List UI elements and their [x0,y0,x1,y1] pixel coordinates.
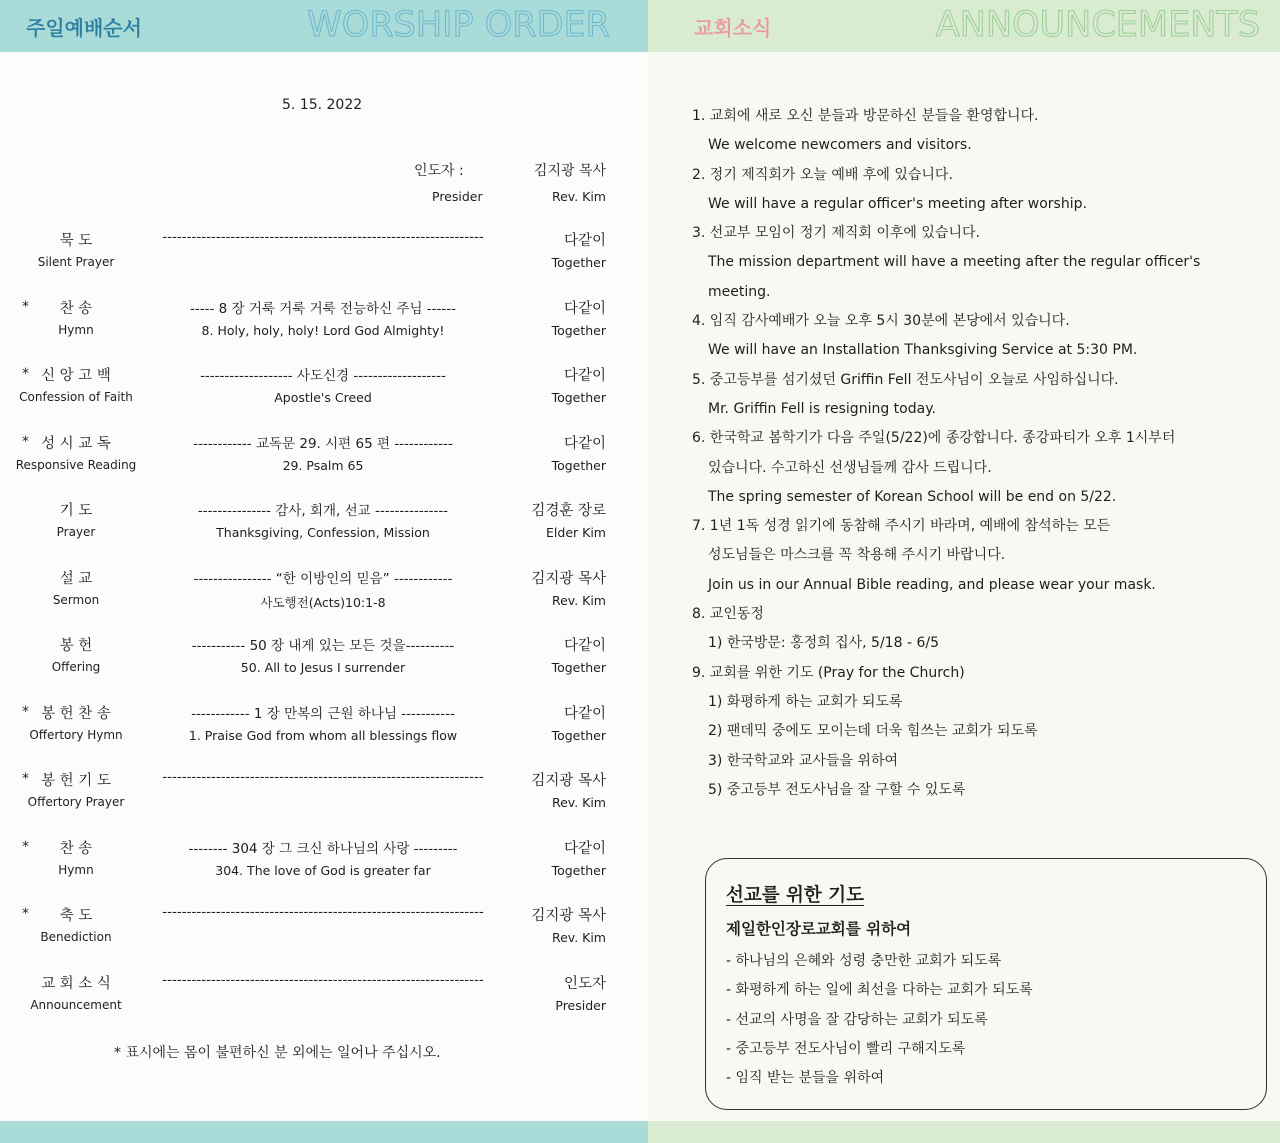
order-standing-mark: * [22,433,29,450]
prayer-title: 선교를 위한 기도 [726,885,864,906]
announcement-heading: 5. 중고등부를 섬기셨던 Griffin Fell 전도사님이 오늘로 사임하십니다. [692,371,1119,388]
order-item-english: Responsive Reading [15,457,137,472]
order-leader-english: Rev. Kim [551,795,606,810]
order-item-english: Prayer [56,525,96,539]
order-detail-english: Apostle's Creed [274,390,372,405]
order-item-korean: 찬 송 [59,840,93,857]
announcement-heading: 3. 선교부 모임이 정기 제직회 이후에 있습니다. [692,225,980,242]
order-leader-english: Together [551,727,606,743]
worship-order-item [0,567,648,623]
header-title-english: WORSHIP ORDER [307,5,610,45]
announcement-list [692,102,1267,805]
order-leader-korean: 김지광 목사 [531,570,606,587]
order-detail-korean: ------------------------------------------------------------------ [162,769,484,785]
standing-footnote: * 표시에는 몸이 불편하신 분 외에는 일어나 주십시오. [114,1045,441,1061]
announcement-item [692,424,1267,512]
announcement-item [692,366,1267,425]
announcement-line: 3) 한국학교와 교사들을 위하여 [708,752,899,769]
worship-order-item [0,229,648,285]
announcement-line: We will have an Installation Thanksgiving Service at 5:30 PM. [708,342,1138,359]
presider-name-korean: 김지광 목사 [533,163,606,179]
announcement-item [692,659,1267,805]
announcement-heading: 4. 임직 감사예배가 오늘 오후 5시 30분에 본당에서 있습니다. [692,313,1070,330]
order-detail-korean: ---------------- “한 이방인의 믿음” ------------ [193,570,453,587]
order-standing-mark: * [22,298,29,315]
announcement-line: 1) 한국방문: 홍정희 집사, 5/18 - 6/5 [708,635,939,652]
order-item-korean: 축 도 [59,908,93,924]
announcement-heading: 8. 교인동정 [692,606,764,623]
prayer-item: - 임직 받는 분들을 위하여 [726,1070,885,1087]
announcement-line: 1) 화평하게 하는 교회가 되도록 [708,693,903,710]
order-detail-english: 50. All to Jesus I surrender [240,660,406,675]
order-leader-korean: 인도자 [563,975,606,992]
order-item-english: Hymn [58,862,94,877]
order-detail-korean: ------------------- 사도신경 ------------------- [200,368,446,384]
bottom-strip [648,1121,1280,1143]
mission-prayer-box [705,858,1267,1110]
order-item-korean: 봉 헌 찬 송 [41,705,111,722]
worship-order-item [0,904,648,960]
order-leader-english: Together [551,255,606,270]
announcement-line: The mission department will have a meeting after the regular officer's [708,254,1201,271]
announcement-line: We welcome newcomers and visitors. [708,137,972,154]
order-detail-korean: ----- 8 장 거룩 거룩 거룩 전능하신 주님 ------ [189,300,457,317]
order-item-english: Silent Prayer [37,255,115,269]
order-leader-korean: 김지광 목사 [531,773,606,789]
order-item-english: Offertory Prayer [27,795,125,809]
order-item-korean: 설 교 [59,570,93,587]
order-detail-korean: -------- 304 장 그 크신 하나님의 사랑 --------- [188,840,458,857]
service-date: 5. 15. 2022 [282,97,363,113]
order-leader-english: Together [551,390,606,405]
announcement-line: The spring semester of Korean School will be end on 5/22. [708,488,1117,505]
order-item-korean: 봉 헌 [59,638,93,654]
order-standing-mark: * [22,703,29,720]
order-item-korean: 묵 도 [59,233,93,249]
announcement-line: Mr. Griffin Fell is resigning today. [708,400,936,417]
order-leader-korean: 김지광 목사 [531,908,606,924]
worship-order-item [0,499,648,555]
order-leader-korean: 다같이 [563,368,606,384]
prayer-subtitle: 제일한인장로교회를 위하여 [726,920,912,938]
order-detail-korean: ----------- 50 장 내게 있는 모든 것을---------- [191,638,455,654]
order-standing-mark: * [22,771,29,787]
prayer-item: - 선교의 사명을 잘 감당하는 교회가 되도록 [726,1011,988,1028]
order-leader-korean: 다같이 [563,300,606,317]
order-leader-english: Rev. Kim [551,592,606,608]
worship-order-item [0,297,648,353]
order-leader-korean: 다같이 [563,233,606,249]
order-detail-english: 사도행전(Acts)10:1-8 [260,594,386,610]
order-item-english: Hymn [58,322,94,337]
header-title-korean: 주일예배순서 [26,16,142,40]
worship-order-item [0,702,648,758]
worship-order-item [0,634,648,690]
order-standing-mark: * [22,906,29,922]
prayer-items [726,947,1033,1093]
order-leader-korean: 다같이 [563,840,606,857]
order-item-english: Sermon [52,592,100,607]
order-item-english: Confession of Faith [19,390,133,404]
announcement-line: Join us in our Annual Bible reading, and please wear your mask. [708,576,1156,593]
header-title-korean: 교회소식 [694,16,772,40]
order-item-english: Benediction [40,930,112,944]
order-leader-english: Rev. Kim [551,930,606,945]
announcement-heading: 7. 1년 1독 성경 읽기에 동참해 주시기 바라며, 예배에 참석하는 모든 [692,518,1111,535]
announcement-heading: 9. 교회를 위한 기도 (Pray for the Church) [692,664,965,681]
announcement-heading: 1. 교회에 새로 오신 분들과 방문하신 분들을 환영합니다. [692,108,1039,124]
announcement-item [692,512,1267,600]
announcement-item [692,161,1267,220]
announcements-header [648,0,1280,52]
header-title-english: ANNOUNCEMENTS [935,5,1260,45]
order-leader-english: Together [551,322,606,338]
prayer-item: - 화평하게 하는 일에 최선을 다하는 교회가 되도록 [726,982,1033,999]
worship-order-item [0,972,648,1028]
order-standing-mark: * [22,366,29,382]
order-leader-korean: 다같이 [563,435,606,452]
order-item-korean: 교 회 소 식 [41,975,111,992]
presider-label-english: Presider [432,189,483,204]
order-leader-english: Together [551,862,606,878]
order-item-korean: 기 도 [59,503,93,519]
order-detail-english: 29. Psalm 65 [282,457,364,473]
bottom-strip [0,1121,648,1143]
order-detail-english: 8. Holy, holy, holy! Lord God Almighty! [201,322,445,338]
order-item-korean: 신 앙 고 백 [41,368,111,384]
worship-order-item [0,837,648,893]
order-leader-english: Together [551,660,606,675]
order-item-english: Offering [51,660,101,674]
order-detail-english: 1. Praise God from whom all blessings flow [188,727,458,743]
order-detail-korean: ------------ 교독문 29. 시편 65 편 ------------ [193,435,453,452]
announcement-heading: 2. 정기 제직회가 오늘 예배 후에 있습니다. [692,166,953,183]
presider-label-korean: 인도자 : [414,163,464,179]
presider-name-english: Rev. Kim [551,189,606,204]
worship-order-item [0,432,648,488]
order-detail-korean: ------------------------------------------------------------------ [162,971,484,988]
order-item-korean: 봉 헌 기 도 [41,773,111,789]
worship-order-item [0,364,648,420]
announcement-item [692,102,1267,161]
announcement-heading: 6. 한국학교 봄학기가 다음 주일(5/22)에 종강합니다. 종강파티가 오후 1시부터 [692,430,1176,447]
announcement-line: meeting. [708,283,771,300]
announcement-line: 2) 팬데믹 중에도 모이는데 더욱 힘쓰는 교회가 되도록 [708,723,1038,740]
order-item-english: Announcement [30,997,122,1012]
announcement-line: 성도님들은 마스크를 꼭 착용해 주시기 바랍니다. [708,547,1006,564]
announcement-item [692,219,1267,307]
announcement-item [692,307,1267,366]
announcement-line: 있습니다. 수고하신 선생님들께 감사 드립니다. [708,459,992,476]
order-item-korean: 성 시 교 독 [41,435,111,452]
announcement-item [692,600,1267,659]
worship-order-header [0,0,648,52]
order-leader-korean: 다같이 [563,705,606,722]
order-leader-english: Elder Kim [546,525,606,540]
order-leader-korean: 김경훈 장로 [531,503,606,519]
announcement-line: We will have a regular officer's meeting after worship. [708,195,1087,212]
presider-block [406,160,606,204]
prayer-item: - 하나님의 은혜와 성령 충만한 교회가 되도록 [726,953,1002,969]
order-leader-english: Presider [555,997,606,1013]
order-standing-mark: * [22,838,29,855]
worship-order-item [0,769,648,825]
prayer-item: - 중고등부 전도사님이 빨리 구해지도록 [726,1040,966,1057]
announcements-page [648,0,1280,1143]
announcement-line: 5) 중고등부 전도사님을 잘 구할 수 있도록 [708,781,966,798]
order-leader-korean: 다같이 [563,638,606,654]
order-item-korean: 찬 송 [59,300,93,317]
order-detail-korean: ------------------------------------------------------------------ [162,229,484,245]
order-detail-english: Thanksgiving, Confession, Mission [216,525,430,540]
order-item-english: Offertory Hymn [29,727,123,742]
order-detail-korean: --------------- 감사, 회개, 선교 --------------- [197,503,449,519]
order-detail-korean: ------------------------------------------------------------------ [162,904,484,920]
order-leader-english: Together [551,457,606,473]
order-detail-english: 304. The love of God is greater far [215,862,431,878]
order-detail-korean: ------------ 1 장 만복의 근원 하나님 ----------- [191,705,455,722]
